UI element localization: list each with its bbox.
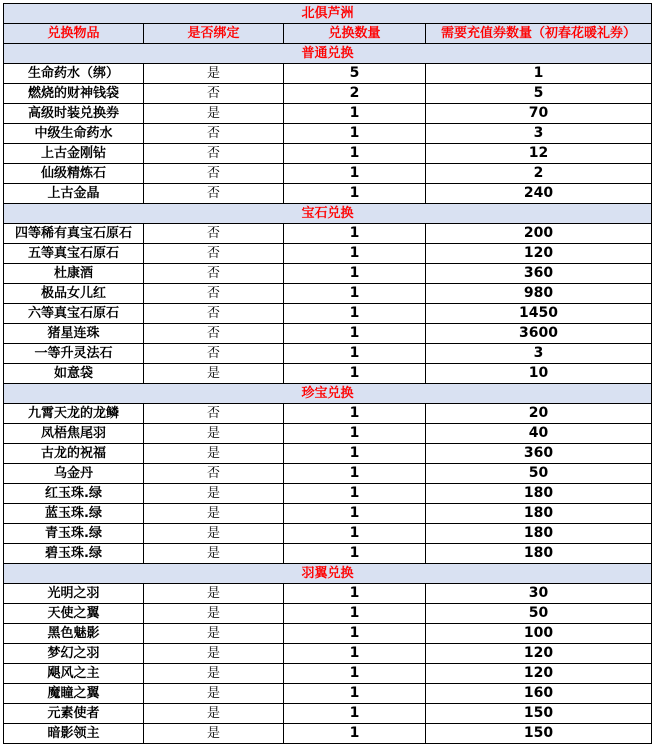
item-name-cell: 暗影领主: [4, 724, 144, 744]
exchange-table: [3, 3, 652, 744]
cost-cell: 180: [426, 484, 652, 504]
quantity-cell: 1: [284, 584, 426, 604]
cost-cell: 1450: [426, 304, 652, 324]
item-name-cell: 极品女儿红: [4, 284, 144, 304]
item-name-cell: 天使之翼: [4, 604, 144, 624]
table-row: [4, 444, 652, 464]
item-name-cell: 碧玉珠.绿: [4, 544, 144, 564]
quantity-cell: 1: [284, 304, 426, 324]
table-row: [4, 484, 652, 504]
bound-cell: 是: [144, 684, 284, 704]
section-row: [4, 384, 652, 404]
table-row: [4, 244, 652, 264]
section-row: [4, 564, 652, 584]
item-name-cell: 上古金晶: [4, 184, 144, 204]
bound-cell: 否: [144, 344, 284, 364]
table-row: [4, 84, 652, 104]
table-row: [4, 304, 652, 324]
bound-cell: 是: [144, 424, 284, 444]
section-title: 羽翼兑换: [4, 564, 652, 584]
item-name-cell: 上古金刚钻: [4, 144, 144, 164]
table-row: [4, 224, 652, 244]
bound-cell: 是: [144, 364, 284, 384]
table-row: [4, 704, 652, 724]
quantity-cell: 1: [284, 724, 426, 744]
quantity-cell: 1: [284, 704, 426, 724]
item-name-cell: 黑色魅影: [4, 624, 144, 644]
item-name-cell: 燃烧的财神钱袋: [4, 84, 144, 104]
cost-cell: 150: [426, 724, 652, 744]
quantity-cell: 1: [284, 184, 426, 204]
exchange-table-body: [4, 4, 652, 744]
table-row: [4, 624, 652, 644]
bound-cell: 否: [144, 464, 284, 484]
quantity-cell: 1: [284, 324, 426, 344]
item-name-cell: 凤梧焦尾羽: [4, 424, 144, 444]
bound-cell: 否: [144, 404, 284, 424]
cost-cell: 120: [426, 664, 652, 684]
quantity-cell: 1: [284, 604, 426, 624]
bound-cell: 否: [144, 184, 284, 204]
quantity-cell: 1: [284, 224, 426, 244]
cost-cell: 160: [426, 684, 652, 704]
item-name-cell: 中级生命药水: [4, 124, 144, 144]
table-row: [4, 364, 652, 384]
item-name-cell: 生命药水（绑）: [4, 64, 144, 84]
item-name-cell: 猪星连珠: [4, 324, 144, 344]
table-row: [4, 584, 652, 604]
quantity-cell: 1: [284, 284, 426, 304]
bound-cell: 是: [144, 444, 284, 464]
section-row: [4, 204, 652, 224]
table-row: [4, 344, 652, 364]
bound-cell: 是: [144, 524, 284, 544]
quantity-cell: 1: [284, 244, 426, 264]
table-row: [4, 284, 652, 304]
header-quantity: 兑换数量: [284, 24, 426, 44]
table-row: [4, 104, 652, 124]
quantity-cell: 1: [284, 664, 426, 684]
cost-cell: 120: [426, 644, 652, 664]
quantity-cell: 1: [284, 504, 426, 524]
cost-cell: 1: [426, 64, 652, 84]
table-row: [4, 324, 652, 344]
item-name-cell: 蓝玉珠.绿: [4, 504, 144, 524]
bound-cell: 否: [144, 164, 284, 184]
cost-cell: 50: [426, 604, 652, 624]
quantity-cell: 2: [284, 84, 426, 104]
bound-cell: 是: [144, 604, 284, 624]
cost-cell: 20: [426, 404, 652, 424]
table-row: [4, 124, 652, 144]
quantity-cell: 1: [284, 144, 426, 164]
quantity-cell: 1: [284, 404, 426, 424]
bound-cell: 是: [144, 484, 284, 504]
table-row: [4, 404, 652, 424]
cost-cell: 30: [426, 584, 652, 604]
quantity-cell: 1: [284, 444, 426, 464]
table-row: [4, 544, 652, 564]
item-name-cell: 红玉珠.绿: [4, 484, 144, 504]
item-name-cell: 乌金丹: [4, 464, 144, 484]
item-name-cell: 元素使者: [4, 704, 144, 724]
cost-cell: 3: [426, 344, 652, 364]
cost-cell: 180: [426, 504, 652, 524]
table-row: [4, 724, 652, 744]
table-row: [4, 424, 652, 444]
cost-cell: 200: [426, 224, 652, 244]
item-name-cell: 四等稀有真宝石原石: [4, 224, 144, 244]
table-row: [4, 524, 652, 544]
cost-cell: 150: [426, 704, 652, 724]
table-row: [4, 264, 652, 284]
cost-cell: 10: [426, 364, 652, 384]
cost-cell: 12: [426, 144, 652, 164]
table-row: [4, 464, 652, 484]
quantity-cell: 1: [284, 464, 426, 484]
cost-cell: 180: [426, 544, 652, 564]
quantity-cell: 1: [284, 644, 426, 664]
cost-cell: 180: [426, 524, 652, 544]
header-bound: 是否绑定: [144, 24, 284, 44]
header-item: 兑换物品: [4, 24, 144, 44]
cost-cell: 2: [426, 164, 652, 184]
table-row: [4, 164, 652, 184]
section-title: 普通兑换: [4, 44, 652, 64]
item-name-cell: 杜康酒: [4, 264, 144, 284]
quantity-cell: 1: [284, 164, 426, 184]
bound-cell: 是: [144, 724, 284, 744]
cost-cell: 70: [426, 104, 652, 124]
bound-cell: 否: [144, 284, 284, 304]
section-row: [4, 44, 652, 64]
quantity-cell: 1: [284, 344, 426, 364]
header-cost: 需要充值券数量（初春花暖礼券）: [426, 24, 652, 44]
bound-cell: 否: [144, 264, 284, 284]
quantity-cell: 5: [284, 64, 426, 84]
item-name-cell: 梦幻之羽: [4, 644, 144, 664]
quantity-cell: 1: [284, 544, 426, 564]
bound-cell: 是: [144, 544, 284, 564]
bound-cell: 是: [144, 104, 284, 124]
bound-cell: 是: [144, 704, 284, 724]
bound-cell: 是: [144, 64, 284, 84]
cost-cell: 3: [426, 124, 652, 144]
quantity-cell: 1: [284, 624, 426, 644]
table-row: [4, 144, 652, 164]
cost-cell: 3600: [426, 324, 652, 344]
item-name-cell: 光明之羽: [4, 584, 144, 604]
cost-cell: 40: [426, 424, 652, 444]
quantity-cell: 1: [284, 364, 426, 384]
bound-cell: 否: [144, 304, 284, 324]
item-name-cell: 九霄天龙的龙鳞: [4, 404, 144, 424]
cost-cell: 360: [426, 444, 652, 464]
item-name-cell: 五等真宝石原石: [4, 244, 144, 264]
cost-cell: 360: [426, 264, 652, 284]
section-title: 珍宝兑换: [4, 384, 652, 404]
bound-cell: 是: [144, 664, 284, 684]
cost-cell: 5: [426, 84, 652, 104]
item-name-cell: 如意袋: [4, 364, 144, 384]
table-row: [4, 664, 652, 684]
bound-cell: 是: [144, 644, 284, 664]
title-row: [4, 4, 652, 24]
table-row: [4, 64, 652, 84]
item-name-cell: 青玉珠.绿: [4, 524, 144, 544]
section-title: 宝石兑换: [4, 204, 652, 224]
cost-cell: 980: [426, 284, 652, 304]
cost-cell: 120: [426, 244, 652, 264]
quantity-cell: 1: [284, 524, 426, 544]
bound-cell: 是: [144, 624, 284, 644]
item-name-cell: 古龙的祝福: [4, 444, 144, 464]
table-row: [4, 184, 652, 204]
cost-cell: 240: [426, 184, 652, 204]
quantity-cell: 1: [284, 104, 426, 124]
item-name-cell: 高级时装兑换券: [4, 104, 144, 124]
bound-cell: 否: [144, 244, 284, 264]
table-row: [4, 604, 652, 624]
bound-cell: 否: [144, 124, 284, 144]
bound-cell: 否: [144, 324, 284, 344]
bound-cell: 否: [144, 144, 284, 164]
table-row: [4, 644, 652, 664]
quantity-cell: 1: [284, 684, 426, 704]
table-title: 北俱芦洲: [4, 4, 652, 24]
bound-cell: 否: [144, 84, 284, 104]
cost-cell: 50: [426, 464, 652, 484]
quantity-cell: 1: [284, 264, 426, 284]
bound-cell: 是: [144, 504, 284, 524]
cost-cell: 100: [426, 624, 652, 644]
item-name-cell: 一等升灵法石: [4, 344, 144, 364]
table-row: [4, 684, 652, 704]
bound-cell: 否: [144, 224, 284, 244]
item-name-cell: 六等真宝石原石: [4, 304, 144, 324]
quantity-cell: 1: [284, 484, 426, 504]
quantity-cell: 1: [284, 124, 426, 144]
quantity-cell: 1: [284, 424, 426, 444]
table-row: [4, 504, 652, 524]
item-name-cell: 飓风之主: [4, 664, 144, 684]
bound-cell: 是: [144, 584, 284, 604]
header-row: [4, 24, 652, 44]
item-name-cell: 仙级精炼石: [4, 164, 144, 184]
item-name-cell: 魔瞳之翼: [4, 684, 144, 704]
